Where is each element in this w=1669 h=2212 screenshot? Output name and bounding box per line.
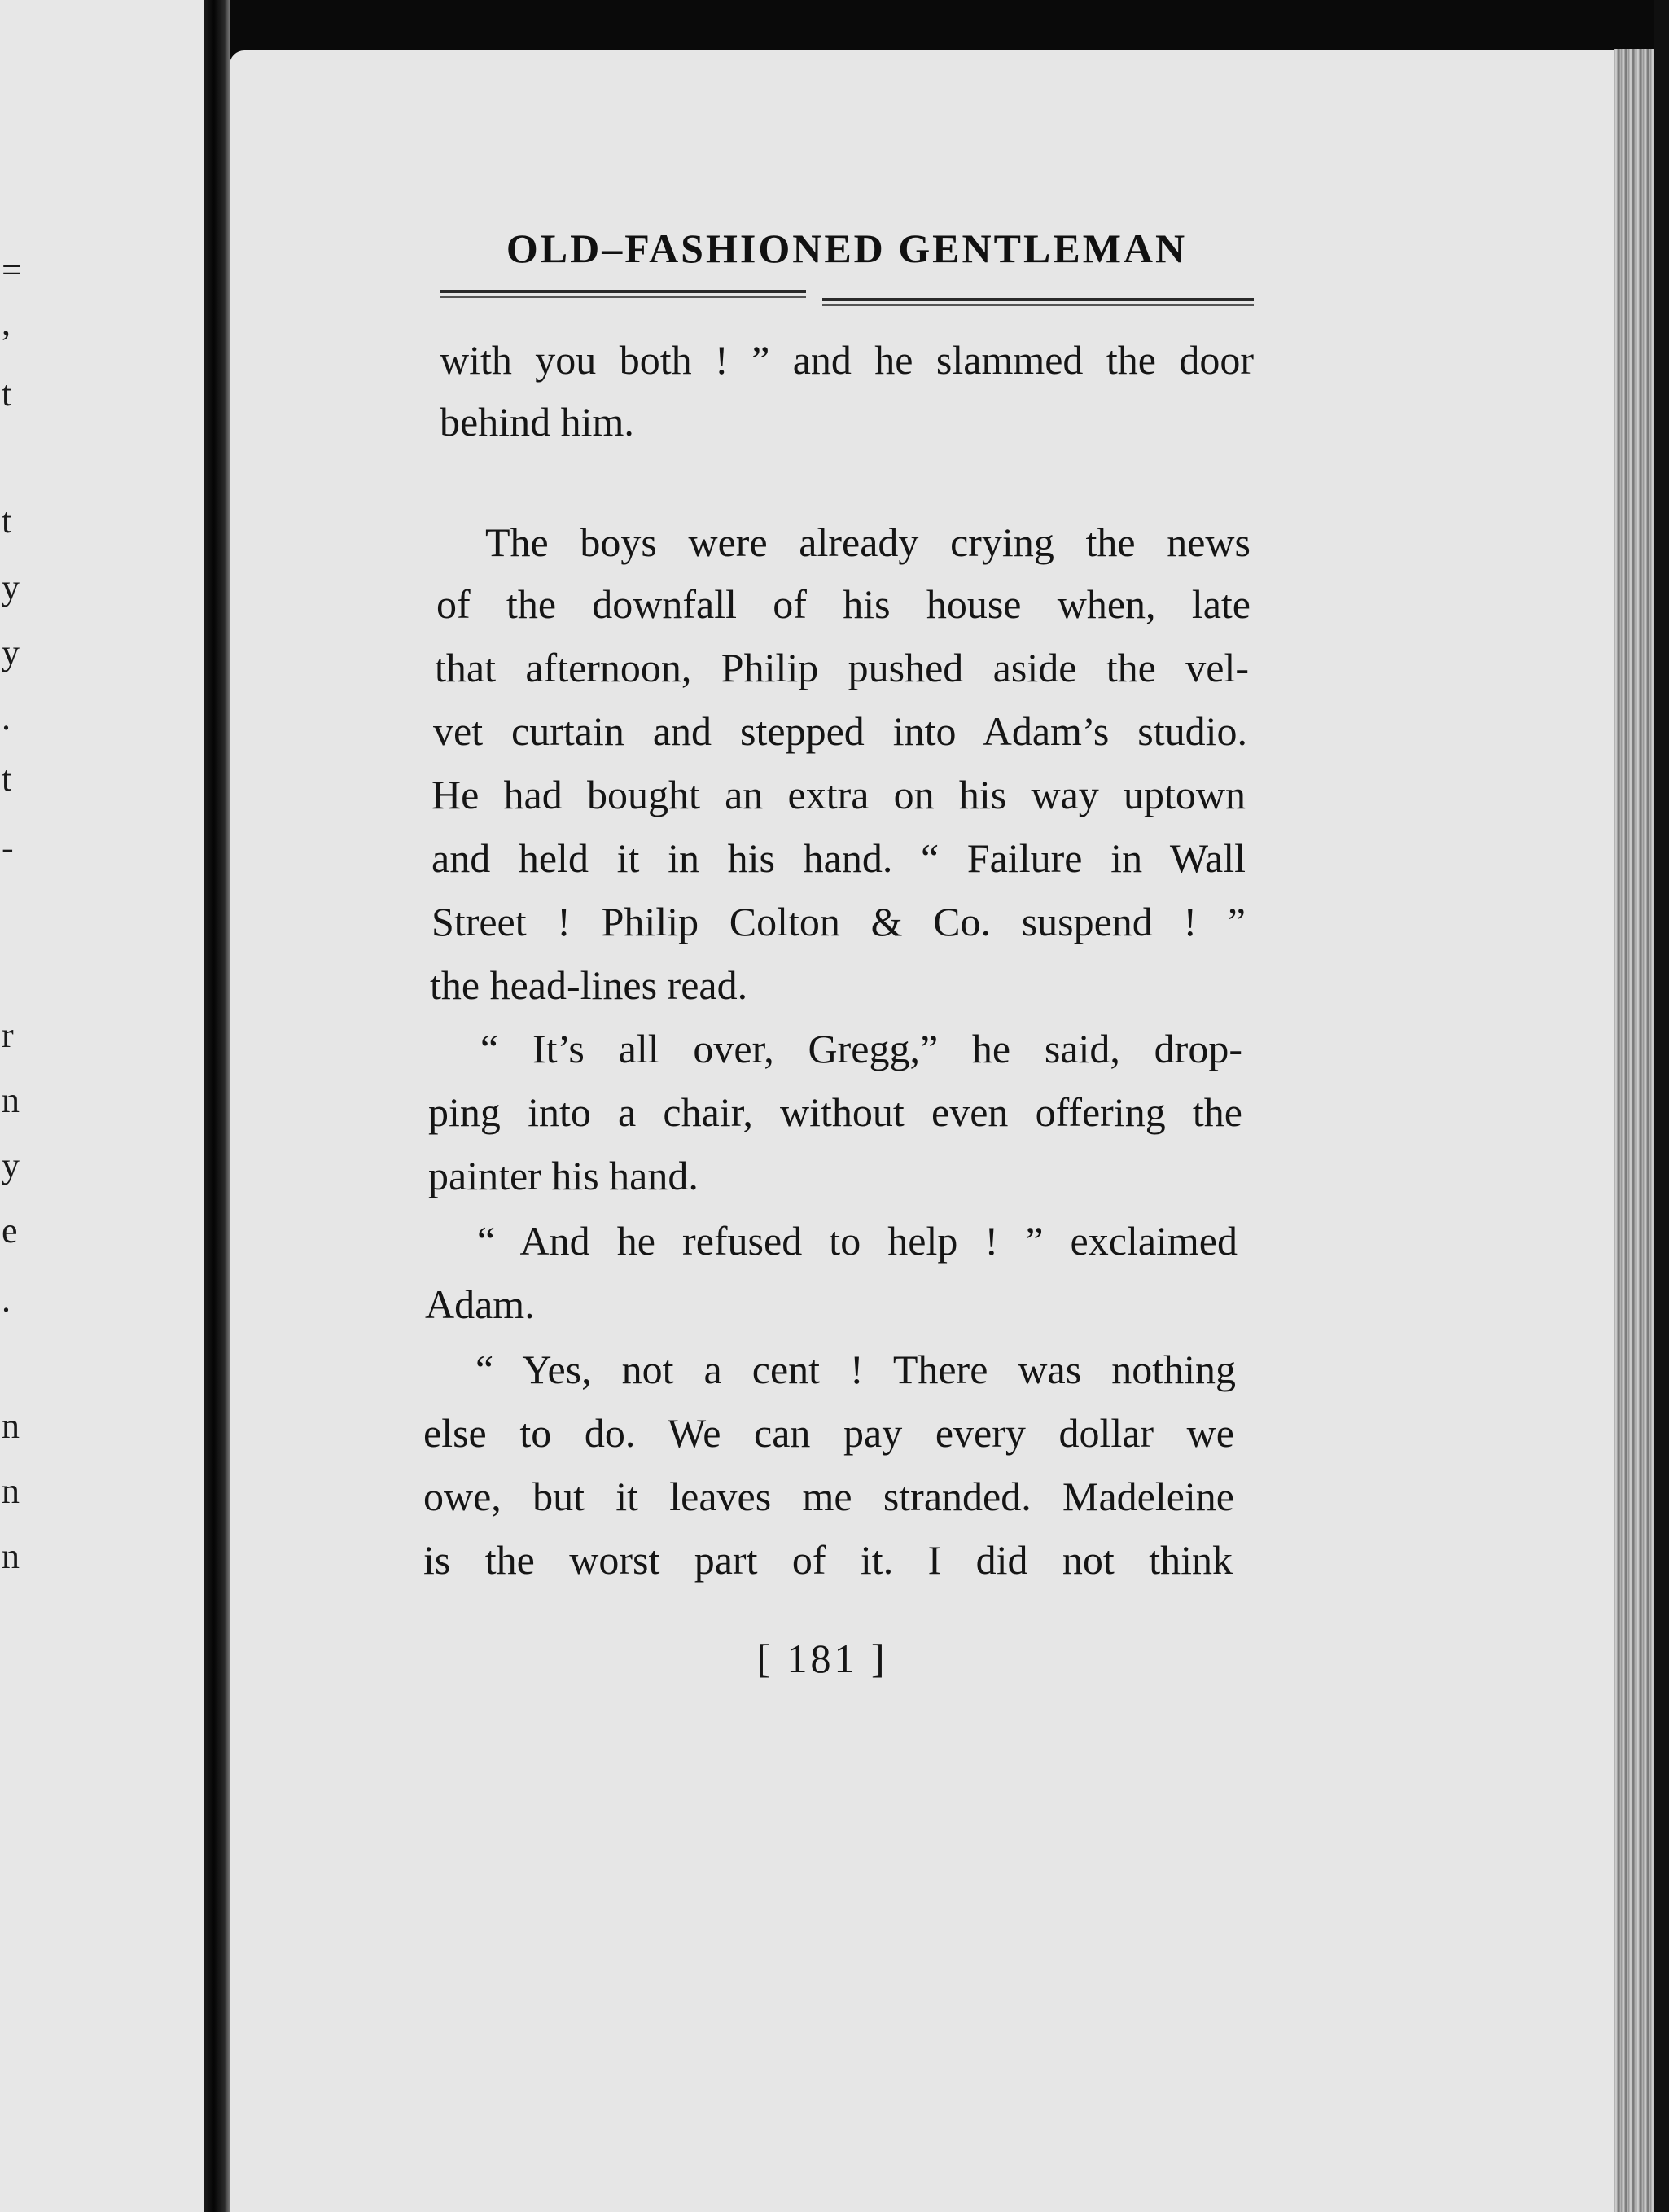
text-line: with you both ! ” and he slammed the door — [440, 337, 1254, 383]
text-line: ping into a chair, without even offering the — [428, 1089, 1242, 1135]
facing-page-left — [0, 0, 204, 2212]
edge-letter: y — [2, 633, 20, 672]
edge-letter: n — [2, 1406, 20, 1446]
text-line: behind him. — [440, 399, 634, 445]
edge-letter: n — [2, 1080, 20, 1120]
running-head: OLD–FASHIONED GENTLEMAN — [506, 226, 1188, 271]
text-line: painter his hand. — [428, 1153, 699, 1198]
text-line: He had bought an extra on his way uptown — [431, 772, 1246, 817]
head-rule-right — [822, 298, 1254, 301]
text-line: the head-lines read. — [430, 962, 748, 1008]
head-rule-left — [440, 290, 806, 293]
text-line: that afternoon, Philip pushed aside the vel- — [435, 645, 1249, 690]
text-line: “ It’s all over, Gregg,” he said, drop- — [480, 1026, 1242, 1071]
edge-letter: y — [2, 567, 20, 607]
edge-letter: . — [2, 1280, 11, 1320]
edge-letter: y — [2, 1145, 20, 1185]
edge-letter: - — [2, 828, 14, 868]
edge-letter: r — [2, 1015, 14, 1055]
text-line: The boys were already crying the news — [485, 519, 1251, 565]
text-line: owe, but it leaves me stranded. Madeleine — [423, 1474, 1234, 1519]
text-line: else to do. We can pay every dollar we — [423, 1410, 1234, 1456]
edge-letter: t — [2, 501, 12, 541]
edge-letter: n — [2, 1536, 20, 1576]
head-rule-right-thin — [822, 304, 1254, 306]
book-gutter — [204, 0, 230, 2212]
text-line: “ Yes, not a cent ! There was nothing — [475, 1347, 1236, 1392]
text-line: Adam. — [425, 1281, 535, 1327]
scan-border-right — [1654, 0, 1669, 2212]
text-line: “ And he refused to help ! ” exclaimed — [477, 1218, 1238, 1264]
text-line: Street ! Philip Colton & Co. suspend ! ” — [431, 899, 1246, 944]
edge-letter: t — [2, 759, 12, 799]
head-rule-left-thin — [440, 296, 806, 298]
edge-letter: = — [2, 250, 22, 290]
page-number: [ 181 ] — [756, 1636, 888, 1681]
text-line: vet curtain and stepped into Adam’s studio. — [433, 708, 1247, 754]
edge-letter: t — [2, 374, 12, 414]
edge-letter: e — [2, 1211, 18, 1251]
edge-letter: . — [2, 698, 11, 738]
facing-page-edge-text — [0, 0, 33, 2212]
text-line: and held it in his hand. “ Failure in Wall — [431, 835, 1246, 881]
text-line: is the worst part of it. I did not think — [423, 1537, 1233, 1583]
page-stack-edge — [1614, 49, 1654, 2212]
text-line: of the downfall of his house when, late — [436, 581, 1251, 627]
scan-border-top — [0, 0, 1669, 57]
edge-letter: n — [2, 1471, 20, 1511]
edge-letter: , — [2, 303, 11, 343]
